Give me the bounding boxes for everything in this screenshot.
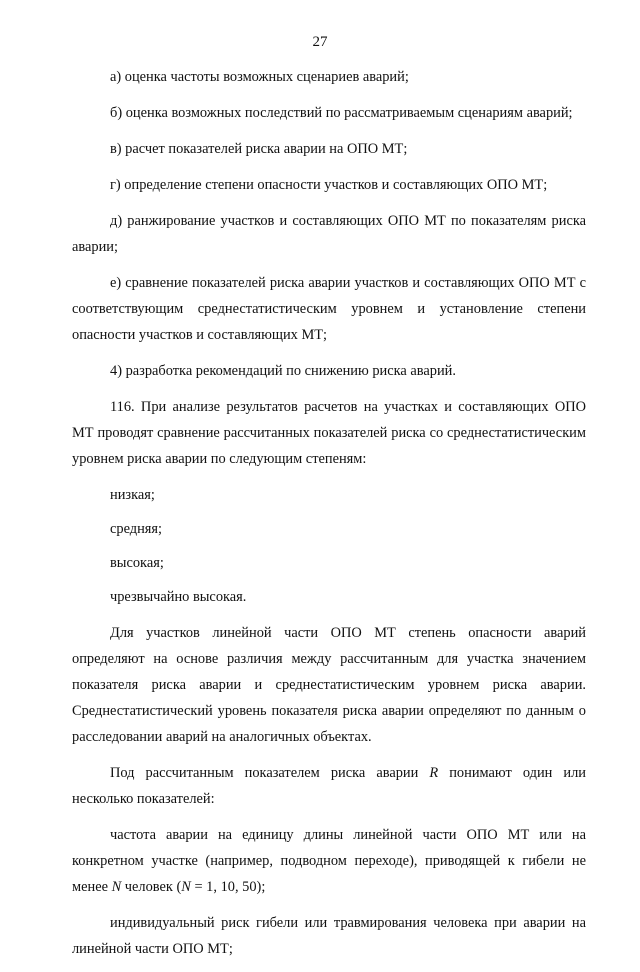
paragraph-e: е) сравнение показателей риска аварии участков и составляющих ОПО МТ с соответствующим среднестатистическим уровнем и установление степени опасности участков и составляющих МТ; (72, 275, 586, 343)
paragraph-individual-risk: индивидуальный риск гибели или травмирования человека при аварии на линейной части ОПО МТ; (72, 915, 586, 957)
paragraph-v: в) расчет показателей риска аварии на ОПО МТ; (110, 141, 408, 157)
text-segment: = 1, 10, 50); (190, 879, 266, 895)
paragraph-calculated-indicator (72, 760, 586, 812)
paragraph-linear-part: Для участков линейной части ОПО МТ степень опасности аварий определяют на основе различия между рассчитанным для участка значением показателя риска аварии и среднестатистическим уровнем риска аварии. Среднестатистический уровень показателя риска аварии определяют по данным о расследовании аварий на аналогичных объектах. (72, 625, 586, 745)
paragraph-a: а) оценка частоты возможных сценариев аварий; (110, 69, 409, 85)
page-number: 27 (312, 34, 328, 50)
text-segment: Под рассчитанным показателем риска аварии (110, 765, 430, 781)
paragraph-accident-frequency (72, 822, 586, 900)
paragraph-g: г) определение степени опасности участков и составляющих ОПО МТ; (110, 177, 548, 193)
list-item-extreme: чрезвычайно высокая. (110, 589, 247, 605)
list-item-high: высокая; (110, 555, 164, 571)
document-body (72, 64, 586, 972)
variable-n: N (111, 879, 122, 895)
variable-n: N (181, 879, 191, 895)
list-item-low: низкая; (110, 487, 155, 503)
text-segment: частота аварии на единицу длины линейной части ОПО МТ или на конкретном участке (например, подводном переходе), приводящей к гибели не менее (72, 827, 586, 895)
paragraph-116: 116. При анализе результатов расчетов на участках и составляющих ОПО МТ проводят сравнение рассчитанных показателей риска со среднестатистическим уровнем риска аварии по следующим степеням: (72, 399, 586, 467)
paragraph-b: б) оценка возможных последствий по рассматриваемым сценариям аварий; (110, 105, 573, 121)
text-segment: человек ( (121, 879, 182, 895)
list-item-medium: средняя; (110, 521, 163, 537)
paragraph-d: д) ранжирование участков и составляющих ОПО МТ по показателям риска аварии; (72, 213, 586, 255)
variable-r: R (429, 765, 439, 781)
paragraph-4: 4) разработка рекомендаций по снижению риска аварий. (110, 363, 456, 379)
text-segment: понимают один или несколько показателей: (72, 765, 586, 807)
